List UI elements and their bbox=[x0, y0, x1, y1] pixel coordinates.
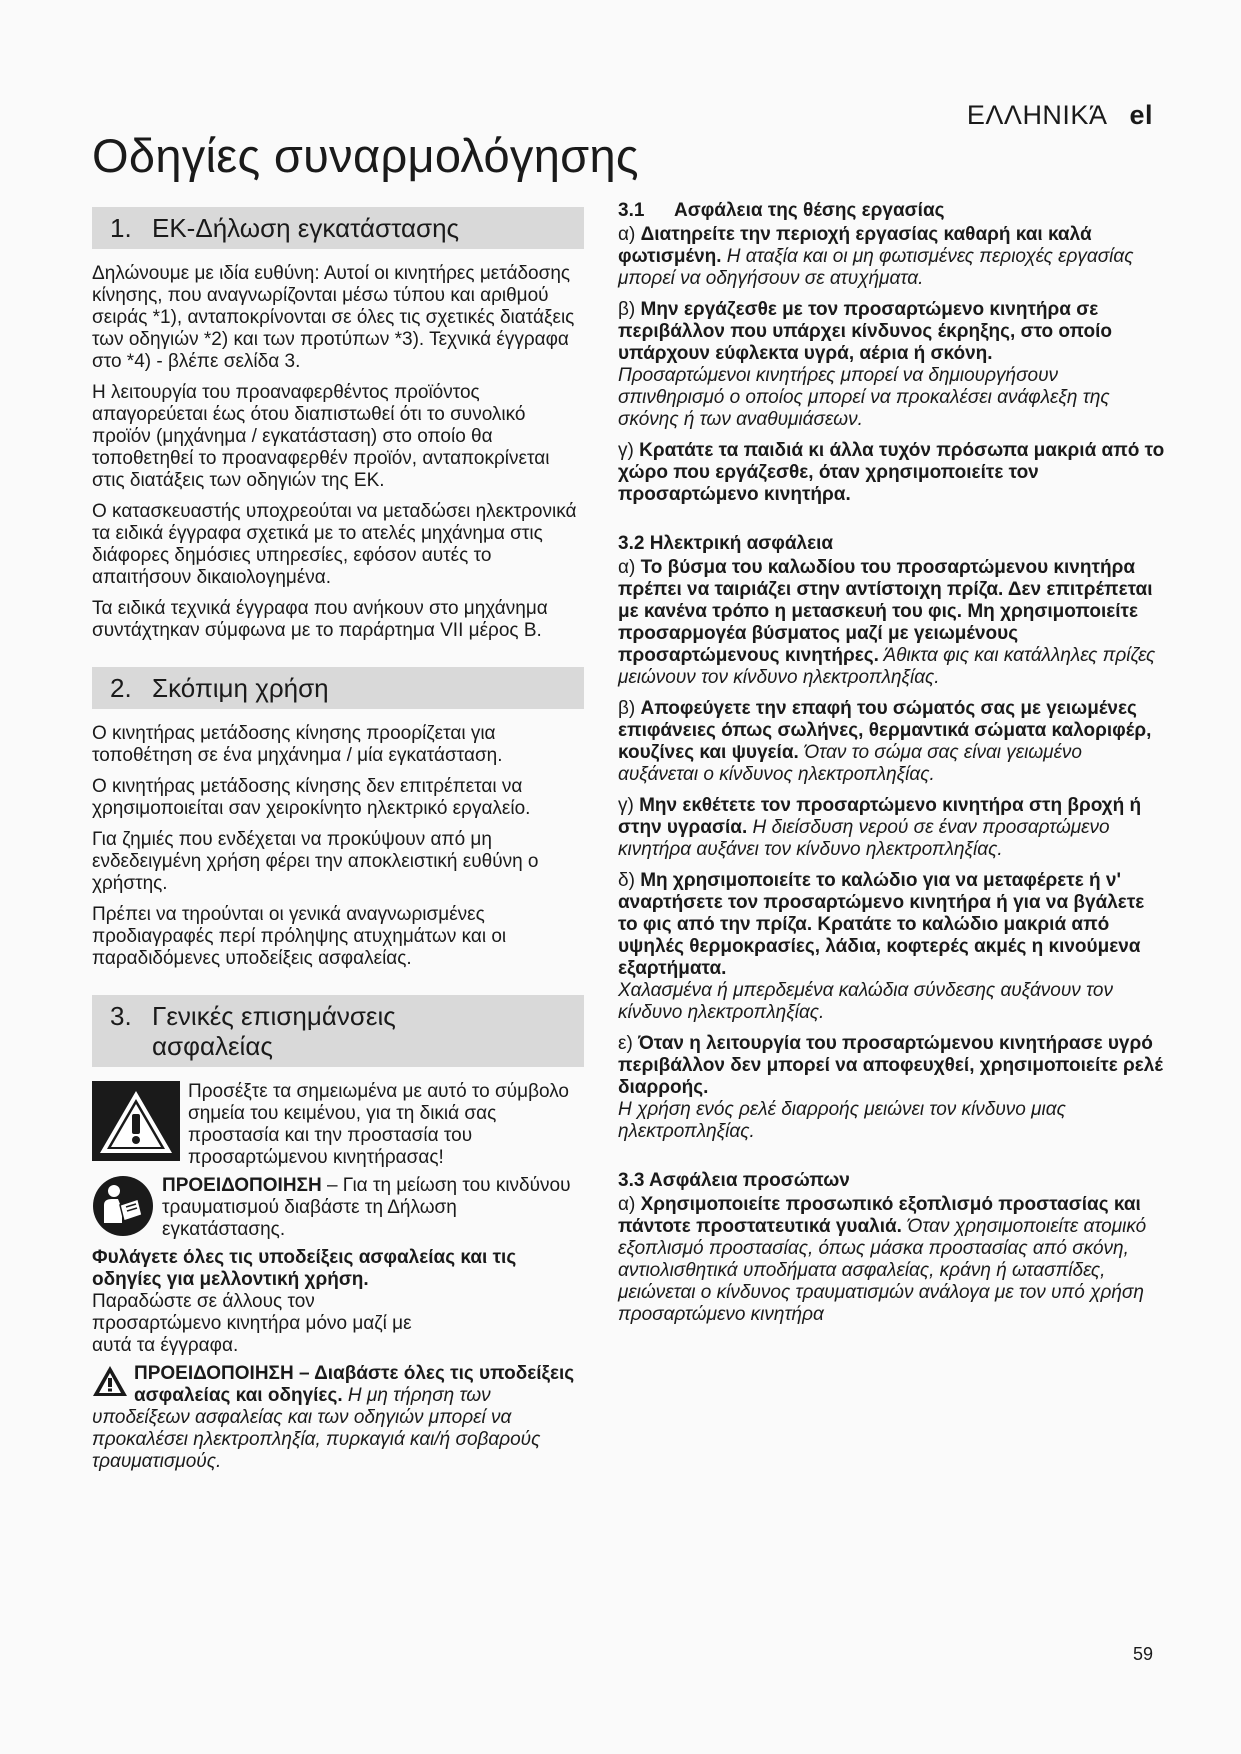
item-marker: β) bbox=[618, 299, 641, 320]
item-marker: δ) bbox=[618, 870, 641, 891]
rule-bold: Διατηρείτε την περιοχή εργασίας καθαρή και καλά φωτισμένη. bbox=[618, 224, 1092, 267]
rule-item bbox=[618, 870, 1166, 980]
rule-item bbox=[618, 698, 1166, 786]
language-code: el bbox=[1129, 100, 1153, 130]
paragraph: Ο κατασκευαστής υποχρεούται να μεταδώσει ηλεκτρονικά τα ειδικά έγγραφα σχετικά με το ατελές μηχάνημα στις διάφορες δημόσιες υπηρεσίες, εφόσον αυτές το απαιτήσουν δικαιολογημένα. bbox=[92, 501, 577, 588]
warning-label: ΠΡΟΕΙΔΟΠΟΙΗΣΗ bbox=[162, 1175, 322, 1196]
rule-item bbox=[618, 795, 1166, 861]
item-marker: β) bbox=[618, 698, 641, 719]
paragraph: Πρέπει να τηρούνται οι γενικά αναγνωρισμένες προδιαγραφές περί πρόληψης ατυχημάτων και οι παραδιδόμενες υποδείξεις ασφαλείας. bbox=[92, 904, 507, 969]
symbol-note-row bbox=[92, 1081, 584, 1169]
paragraph: Ο κινητήρας μετάδοσης κίνησης δεν επιτρέπεται να χρησιμοποιείται σαν χειροκίνητο ηλεκτρικό εργαλείο. bbox=[92, 776, 531, 819]
rule-bold: Το βύσμα του καλωδίου του προσαρτώμενου κινητήρα πρέπει να ταιριάζει στην αντίστοιχη πρίζα. Δεν επιτρέπεται με κανένα τρόπο η μετασκευή του φις. Μη χρησιμοποιείτε προσαρμογέα βύσματος μαζί με γειωμένους προσαρτώμενους κινητήρες. bbox=[618, 557, 1153, 666]
language-label: ΕΛΛΗΝΙΚΆ bbox=[966, 100, 1108, 130]
page-number: 59 bbox=[1132, 1644, 1153, 1664]
rule-italic: Η αταξία και οι μη φωτισμένες περιοχές εργασίας μπορεί να οδηγήσουν σε ατυχήματα. bbox=[618, 246, 1134, 289]
paragraph: Τα ειδικά τεχνικά έγγραφα που ανήκουν στο μηχάνημα συντάχτηκαν σύμφωνα με το παράρτημα VII μέρος B. bbox=[92, 598, 548, 641]
keep-instructions-text: Παραδώστε σε άλλους τον προσαρτώμενο κινητήρα μόνο μαζί με αυτά τα έγγραφα. bbox=[92, 1291, 412, 1356]
rule-italic: Άθικτα φις και κατάλληλες πρίζες μειώνουν τον κίνδυνο ηλεκτροπληξίας. bbox=[618, 645, 1156, 688]
rule-item bbox=[618, 299, 1166, 365]
rule-italic: Όταν χρησιμοποιείτε ατομικό εξοπλισμό προστασίας, όπως μάσκα προστασίας από σκόνη, αντιολισθητικά υποδήματα ασφαλείας, κράνη ή ωτασπίδες, μειώνεται ο κίνδυνος τραυματισμών ανάλογα με τον υπό χρήση προσαρτώμενο κινητήρα bbox=[618, 1216, 1147, 1325]
read-manual-icon bbox=[92, 1175, 154, 1237]
rule-bold: Αποφεύγετε την επαφή του σώματός σας με γειωμένες επιφάνειες όπως σωλήνες, θερμαντικά σώματα καλοριφέρ, κουζίνες και ψυγεία. bbox=[618, 698, 1152, 763]
paragraph: Ο κινητήρας μετάδοσης κίνησης προορίζεται για τοποθέτηση σε ένα μηχάνημα / μία εγκατάσταση. bbox=[92, 723, 503, 766]
rule-item bbox=[618, 440, 1166, 506]
rule-italic: Χαλασμένα ή μπερδεμένα καλώδια σύνδεσης αυξάνουν τον κίνδυνο ηλεκτροπληξίας. bbox=[618, 980, 1113, 1023]
item-marker: α) bbox=[618, 224, 641, 245]
right-column bbox=[618, 200, 1166, 1335]
item-marker: α) bbox=[618, 557, 641, 578]
item-marker: ε) bbox=[618, 1033, 639, 1054]
rule-bold: Κρατάτε τα παιδιά κι άλλα τυχόν πρόσωπα μακριά από το χώρο που εργάζεσθε, όταν χρησιμοποιείτε τον προσαρτώμενο κινητήρα. bbox=[618, 440, 1165, 505]
rule-bold: Μην εργάζεσθε με τον προσαρτώμενο κινητήρα σε περιβάλλον που υπάρχει κίνδυνος έκρηξης, στο οποίο υπάρχουν εύφλεκτα υγρά, αέρια ή σκόνη. bbox=[618, 299, 1113, 364]
page-title: Οδηγίες συναρμολόγησης bbox=[92, 129, 639, 182]
rule-bold: Μη χρησιμοποιείτε το καλώδιο για να μεταφέρετε ή ν' αναρτήσετε τον προσαρτώμενο κινητήρα ή για να βγάλετε το φις από την πρίζα. Κρατάτε το καλώδιο μακριά από υψηλές θερμοκρασίες, λάδια, κοφτερές ακμές η κινούμενα εξαρτήματα. bbox=[618, 870, 1145, 979]
section-number: 3. bbox=[110, 1001, 132, 1031]
section-title-line2: ασφαλείας bbox=[152, 1031, 273, 1061]
paragraph: Δηλώνουμε με ιδία ευθύνη: Αυτοί οι κινητήρες μετάδοσης κίνησης, που αναγνωρίζονται μέσω τύπου και αριθμού σειράς *1), ανταποκρίνονται σε όλες τις σχετικές διατάξεις των οδηγιών *2) και των προτύπων *3). Τεχνικά έγγραφα στο *4) - βλέπε σελίδα 3. bbox=[92, 263, 575, 372]
rule-italic: Προσαρτώμενοι κινητήρες μπορεί να δημιουργήσουν σπινθηρισμό ο οποίος μπορεί να προκαλέσει ανάφλεξη της σκόνης ή των αναθυμιάσεων. bbox=[618, 365, 1110, 430]
warning-read-all bbox=[92, 1363, 584, 1473]
rule-item bbox=[618, 1033, 1166, 1099]
warning-body: – Για τη μείωση του κινδύνου τραυματισμού διαβάστε τη Δήλωση εγκατάστασης. bbox=[162, 1175, 571, 1240]
symbol-note-text: Προσέξτε τα σημειωμένα με αυτό το σύμβολο σημεία του κειμένου, για τη δικιά σας προστασία και την προστασία του προσαρτώμενου κινητήρασας! bbox=[188, 1081, 569, 1168]
rule-bold: Όταν η λειτουργία του προσαρτώμενου κινητήρασε υγρό περιβάλλον δεν μπορεί να αποφευχθεί, χρησιμοποιείτε ρελέ διαρροής. bbox=[618, 1033, 1163, 1098]
section-1-heading bbox=[92, 207, 584, 249]
warning-read-manual-row bbox=[92, 1175, 584, 1241]
section-title-line1: Γενικές επισημάνσεις bbox=[152, 1001, 396, 1031]
rule-item bbox=[618, 557, 1166, 689]
rule-bold: Χρησιμοποιείτε προσωπικό εξοπλισμό προστασίας και πάντοτε προστατευτικά γυαλιά. bbox=[618, 1194, 1141, 1237]
language-header bbox=[967, 100, 1153, 131]
paragraph: Για ζημιές που ενδέχεται να προκύψουν από μη ενδεδειγμένη χρήση φέρει την αποκλειστική ευθύνη ο χρήστης. bbox=[92, 829, 539, 894]
keep-instructions-bold: Φυλάγετε όλες τις υποδείξεις ασφαλείας και τις οδηγίες για μελλοντική χρήση. bbox=[92, 1247, 517, 1290]
section-title: ΕΚ-Δήλωση εγκατάστασης bbox=[152, 213, 460, 243]
rule-italic: Η διείσδυση νερού σε έναν προσαρτώμενο κινητήρα αυξάνει τον κίνδυνο ηλεκτροπληξίας. bbox=[618, 817, 1110, 860]
item-marker: α) bbox=[618, 1194, 641, 1215]
warning-text bbox=[162, 1175, 584, 1241]
section-2-heading bbox=[92, 667, 584, 709]
subsection-3-1-heading bbox=[618, 200, 1166, 222]
warning-read-all-italic: Η μη τήρηση των υποδείξεων ασφαλείας και των οδηγιών μπορεί να προκαλέσει ηλεκτροπληξία, πυρκαγιά και/ή σοβαρούς τραυματισμούς. bbox=[92, 1385, 541, 1472]
item-marker: γ) bbox=[618, 440, 640, 461]
subsection-number: 3.1 bbox=[618, 200, 645, 221]
rule-italic: Όταν το σώμα σας είναι γειωμένο αυξάνεται ο κίνδυνος ηλεκτροπληξίας. bbox=[618, 742, 1082, 785]
section-3-heading bbox=[92, 995, 584, 1067]
subsection-3-3-heading: 3.3 Ασφάλεια προσώπων bbox=[618, 1170, 850, 1191]
paragraph: Η λειτουργία του προαναφερθέντος προϊόντος απαγορεύεται έως ότου διαπιστωθεί ότι το συνολικό προϊόν (μηχάνημα / εγκατάσταση) στο οποίο θα τοποθετηθεί το προαναφερθέν προϊόν, ανταποκρίνεται στις διατάξεις των οδηγιών της ΕΚ. bbox=[92, 382, 550, 491]
left-column bbox=[92, 207, 584, 1473]
warning-triangle-small-icon bbox=[92, 1365, 128, 1397]
section-title: Σκόπιμη χρήση bbox=[152, 673, 329, 703]
section-number: 1. bbox=[110, 213, 132, 243]
warning-triangle-icon bbox=[92, 1081, 180, 1161]
section-number: 2. bbox=[110, 673, 132, 703]
rule-item bbox=[618, 224, 1166, 290]
warning-read-all-bold: ΠΡΟΕΙΔΟΠΟΙΗΣΗ – Διαβάστε όλες τις υποδείξεις ασφαλείας και οδηγίες. bbox=[134, 1363, 575, 1406]
rule-item bbox=[618, 1194, 1166, 1326]
rule-italic: Η χρήση ενός ρελέ διαρροής μειώνει τον κίνδυνο μιας ηλεκτροπληξίας. bbox=[618, 1099, 1066, 1142]
item-marker: γ) bbox=[618, 795, 640, 816]
subsection-3-2-heading: 3.2 Ηλεκτρική ασφάλεια bbox=[618, 533, 834, 554]
rule-bold: Μην εκθέτετε τον προσαρτώμενο κινητήρα στη βροχή ή στην υγρασία. bbox=[618, 795, 1142, 838]
subsection-title: Ασφάλεια της θέσης εργασίας bbox=[674, 200, 945, 221]
